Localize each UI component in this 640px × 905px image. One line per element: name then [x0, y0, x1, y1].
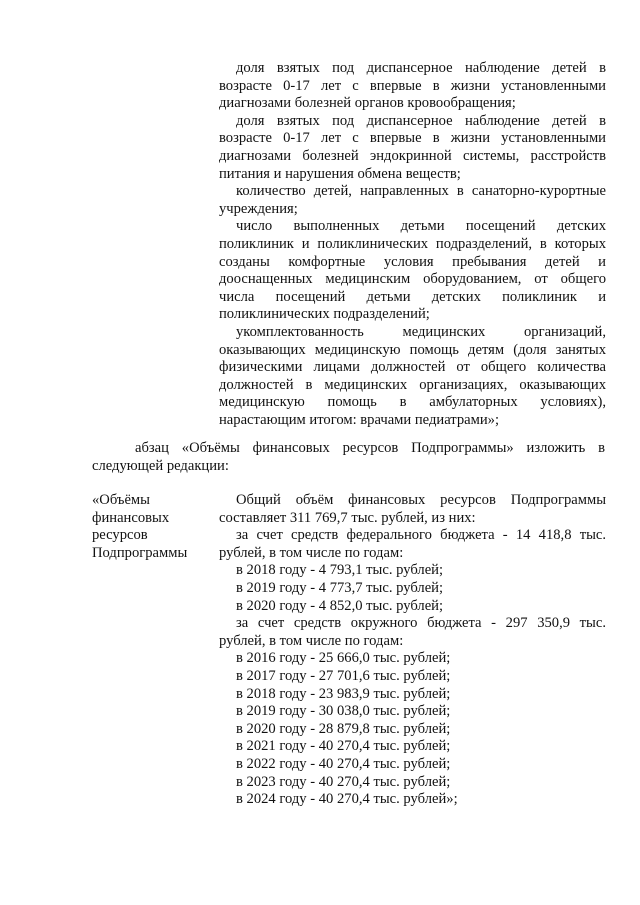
- indicator-item: укомплектованность медицинских организаций, оказывающих медицинскую помощь детям (доля занятых физическими лицами должностей от общего количества должностей в медицинских организациях, оказывающих медицинскую помощь в амбулаторных условиях), нарастающим итогом: врачами педиатрами»;: [219, 323, 606, 428]
- indicator-item: количество детей, направленных в санаторно-курортные учреждения;: [219, 183, 606, 217]
- federal-year-row: в 2019 году - 4 773,7 тыс. рублей;: [236, 579, 444, 596]
- district-year-row: в 2021 году - 40 270,4 тыс. рублей;: [236, 738, 451, 755]
- indicator-item: доля взятых под диспансерное наблюдение детей в возрасте 0-17 лет с впервые в жизни установленными диагнозами болезней органов кровообращения;: [219, 60, 606, 112]
- district-year-row: в 2024 году - 40 270,4 тыс. рублей»;: [236, 791, 458, 808]
- financing-label: «Объёмы финансовых ресурсов Подпрограммы: [92, 492, 188, 561]
- district-year-row: в 2018 году - 23 983,9 тыс. рублей;: [236, 685, 451, 702]
- amendment-intro: абзац «Объёмы финансовых ресурсов Подпрограммы» изложить в следующей редакции:: [92, 440, 605, 474]
- financing-total: Общий объём финансовых ресурсов Подпрограммы составляет 311 769,7 тыс. рублей, из них:: [219, 492, 606, 526]
- federal-year-row: в 2020 году - 4 852,0 тыс. рублей;: [236, 597, 444, 614]
- district-year-row: в 2019 году - 30 038,0 тыс. рублей;: [236, 703, 451, 720]
- district-year-row: в 2016 году - 25 666,0 тыс. рублей;: [236, 650, 451, 667]
- district-year-row: в 2023 году - 40 270,4 тыс. рублей;: [236, 773, 451, 790]
- financing-content: [219, 492, 606, 809]
- district-year-row: в 2017 году - 27 701,6 тыс. рублей;: [236, 667, 451, 684]
- district-year-row: в 2020 году - 28 879,8 тыс. рублей;: [236, 720, 451, 737]
- indicator-item: число выполненных детьми посещений детских поликлиник и поликлинических подразделений, в которых созданы комфортные условия пребывания детей и дооснащенных медицинским оборудованием, от общего числа посещений детьми детских поликлиник и поликлинических подразделений;: [219, 218, 606, 323]
- district-heading: за счет средств окружного бюджета - 297 350,9 тыс. рублей, в том числе по годам:: [219, 615, 606, 649]
- federal-year-row: в 2018 году - 4 793,1 тыс. рублей;: [236, 562, 444, 579]
- indicator-item: доля взятых под диспансерное наблюдение детей в возрасте 0-17 лет с впервые в жизни установленными диагнозами болезней эндокринной системы, расстройств питания и нарушения обмена веществ;: [219, 112, 606, 182]
- district-year-row: в 2022 году - 40 270,4 тыс. рублей;: [236, 755, 451, 772]
- federal-heading: за счет средств федерального бюджета - 14 418,8 тыс. рублей, в том числе по годам:: [219, 527, 606, 561]
- indicator-list: [219, 60, 606, 429]
